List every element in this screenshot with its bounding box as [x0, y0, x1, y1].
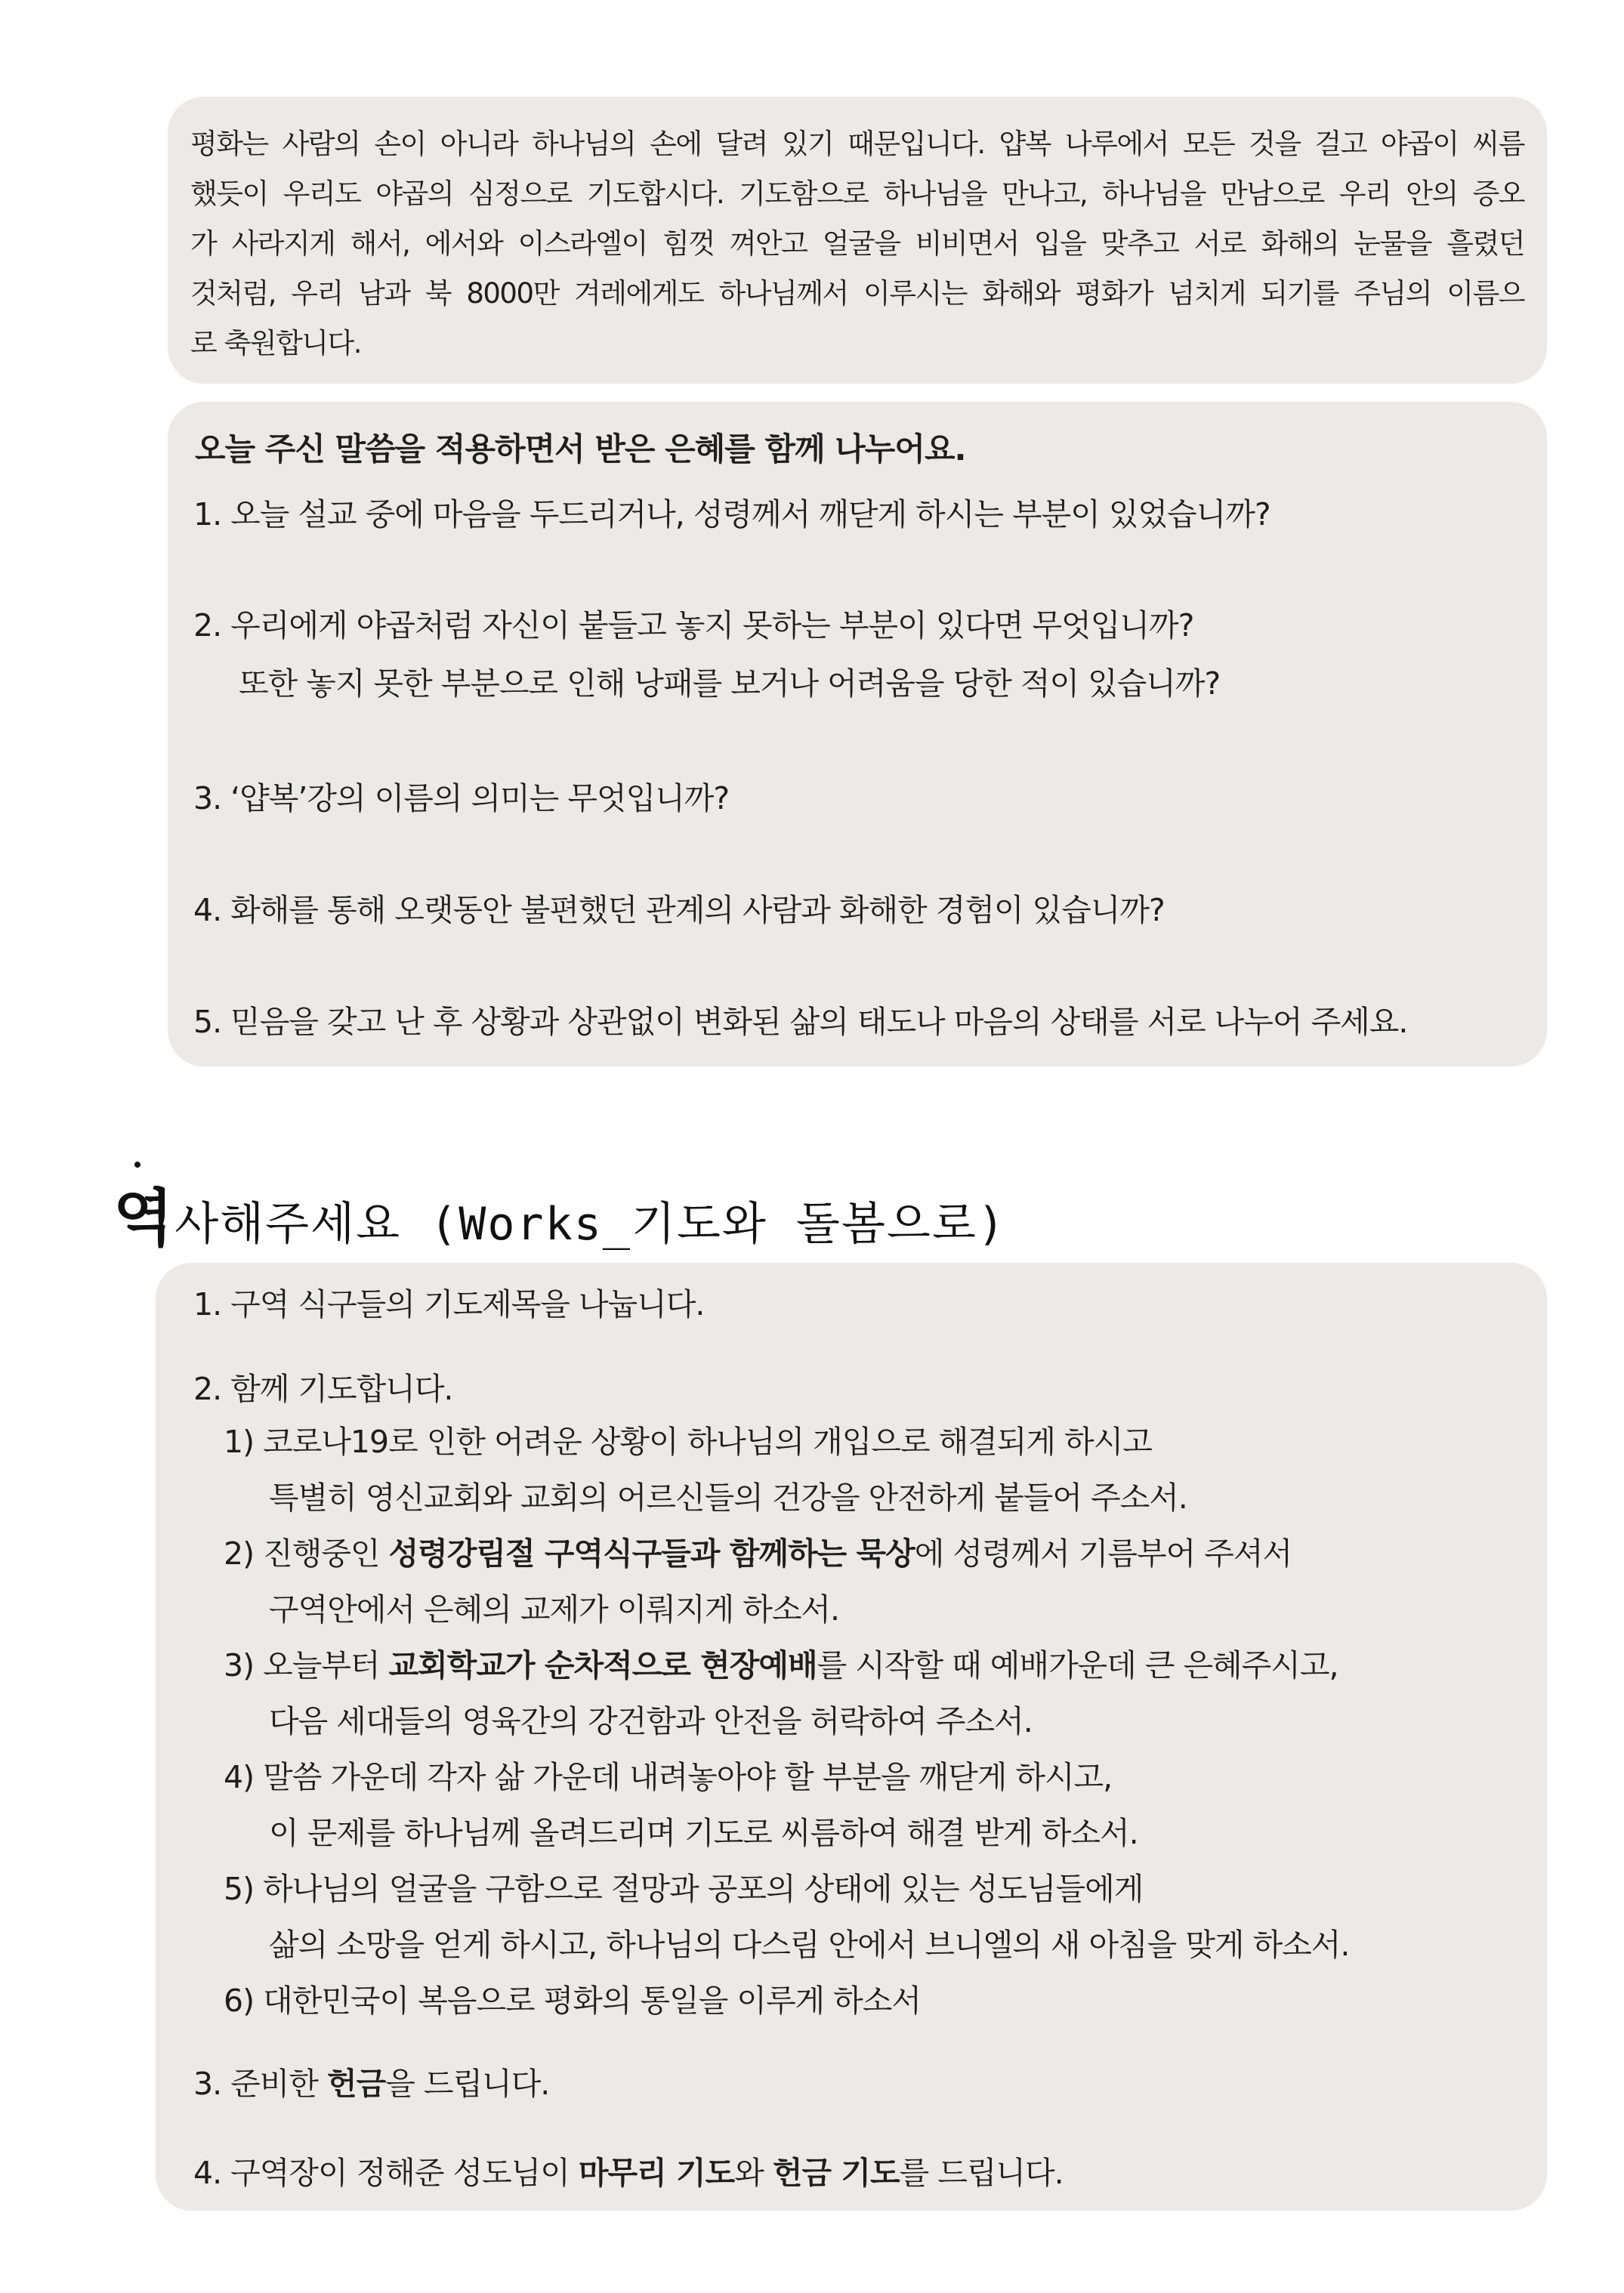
- works-section-title: [113, 1169, 1006, 1258]
- prayer-item-3-continued: 다음 세대들의 영육간의 강건함과 안전을 허락하여 주소서.: [269, 1703, 1033, 1739]
- prayer-item-4-continued: 이 문제를 하나님께 올려드리며 기도로 씨름하여 해결 받게 하소서.: [269, 1815, 1138, 1851]
- prayer-intro-line: 했듯이 우리도 야곱의 심정으로 기도합시다. 기도함으로 하나님을 만나고, 하나님을 만남으로 우리 안의 증오: [190, 177, 1524, 210]
- discussion-question-4: 4. 화해를 통해 오랫동안 불편했던 관계의 사람과 화해한 경험이 있습니까?: [193, 892, 1165, 928]
- prayer-item-6: 6) 대한민국이 복음으로 평화의 통일을 이루게 하소서: [224, 1983, 922, 2019]
- prayer-item-1-continued: 특별히 영신교회와 교회의 어르신들의 건강을 안전하게 붙들어 주소서.: [269, 1480, 1187, 1516]
- prayer-item-2: 2) 진행중인 성령강림절 구역식구들과 함께하는 묵상에 성령께서 기름부어 주셔서: [224, 1535, 1292, 1572]
- prayer-item-5-continued: 삶의 소망을 얻게 하시고, 하나님의 다스림 안에서 브니엘의 새 아침을 맞게 하소서.: [269, 1927, 1350, 1963]
- discussion-question-3: 3. ‘얍복’강의 이름의 의미는 무엇입니까?: [193, 780, 730, 816]
- works-item-4: 4. 구역장이 정해준 성도님이 마무리 기도와 헌금 기도를 드립니다.: [193, 2155, 1064, 2191]
- discussion-question-2-continued: 또한 놓지 못한 부분으로 인해 낭패를 보거나 어려움을 당한 적이 있습니까?: [239, 665, 1221, 702]
- prayer-intro-line: 평화는 사람의 손이 아니라 하나님의 손에 달려 있기 때문입니다. 얍복 나루에서 모든 것을 걸고 야곱이 씨름: [190, 128, 1524, 160]
- works-title-text: 사해주세요 (Works_기도와 돌봄으로): [174, 1198, 1006, 1251]
- works-item-2: 2. 함께 기도합니다.: [193, 1371, 453, 1407]
- prayer-intro-line: 가 사라지게 해서, 에서와 이스라엘이 힘껏 껴안고 얼굴을 비비면서 입을 맞추고 서로 화해의 눈물을 흘렸던: [190, 227, 1524, 260]
- prayer-item-3-emphasis: 교회학교가 순차적으로 현장예배: [388, 1647, 817, 1683]
- works-title-first-char: 역: [113, 1182, 175, 1255]
- works-item-1: 1. 구역 식구들의 기도제목을 나눕니다.: [193, 1286, 705, 1322]
- closing-prayer-emphasis: 마무리 기도: [578, 2155, 735, 2191]
- prayer-item-2-continued: 구역안에서 은혜의 교제가 이뤄지게 하소서.: [269, 1591, 840, 1628]
- prayer-item-3: 3) 오늘부터 교회학교가 순차적으로 현장예배를 시작할 때 예배가운데 큰 은혜주시고,: [224, 1647, 1338, 1683]
- prayer-item-2-emphasis: 성령강림절 구역식구들과 함께하는 묵상: [388, 1535, 915, 1572]
- works-item-3: 3. 준비한 헌금을 드립니다.: [193, 2066, 550, 2102]
- discussion-question-5: 5. 믿음을 갖고 난 후 상황과 상관없이 변화된 삶의 태도나 마음의 상태를 서로 나누어 주세요.: [193, 1004, 1408, 1040]
- prayer-item-1: 1) 코로나19로 인한 어려운 상황이 하나님의 개입으로 해결되게 하시고: [224, 1424, 1152, 1460]
- prayer-intro-line: 로 축원합니다.: [190, 327, 361, 360]
- prayer-intro-line: 것처럼, 우리 남과 북 8000만 겨레에게도 하나님께서 이루시는 화해와 평화가 넘치게 되기를 주님의 이름으: [190, 277, 1524, 310]
- title-accent-dot: [134, 1162, 140, 1168]
- discussion-heading: 오늘 주신 말씀을 적용하면서 받은 은혜를 함께 나누어요.: [195, 431, 966, 468]
- discussion-question-2: 2. 우리에게 야곱처럼 자신이 붙들고 놓지 못하는 부분이 있다면 무엇입니까?: [193, 607, 1194, 643]
- prayer-item-5: 5) 하나님의 얼굴을 구함으로 절망과 공포의 상태에 있는 성도님들에게: [224, 1871, 1144, 1907]
- prayer-intro-box: [168, 97, 1547, 384]
- offering-emphasis: 헌금: [327, 2066, 386, 2102]
- offering-prayer-emphasis: 헌금 기도: [772, 2155, 900, 2191]
- prayer-item-4: 4) 말씀 가운데 각자 삶 가운데 내려놓아야 할 부분을 깨닫게 하시고,: [224, 1759, 1113, 1795]
- discussion-question-1: 1. 오늘 설교 중에 마음을 두드리거나, 성령께서 깨닫게 하시는 부분이 있었습니까?: [193, 496, 1270, 532]
